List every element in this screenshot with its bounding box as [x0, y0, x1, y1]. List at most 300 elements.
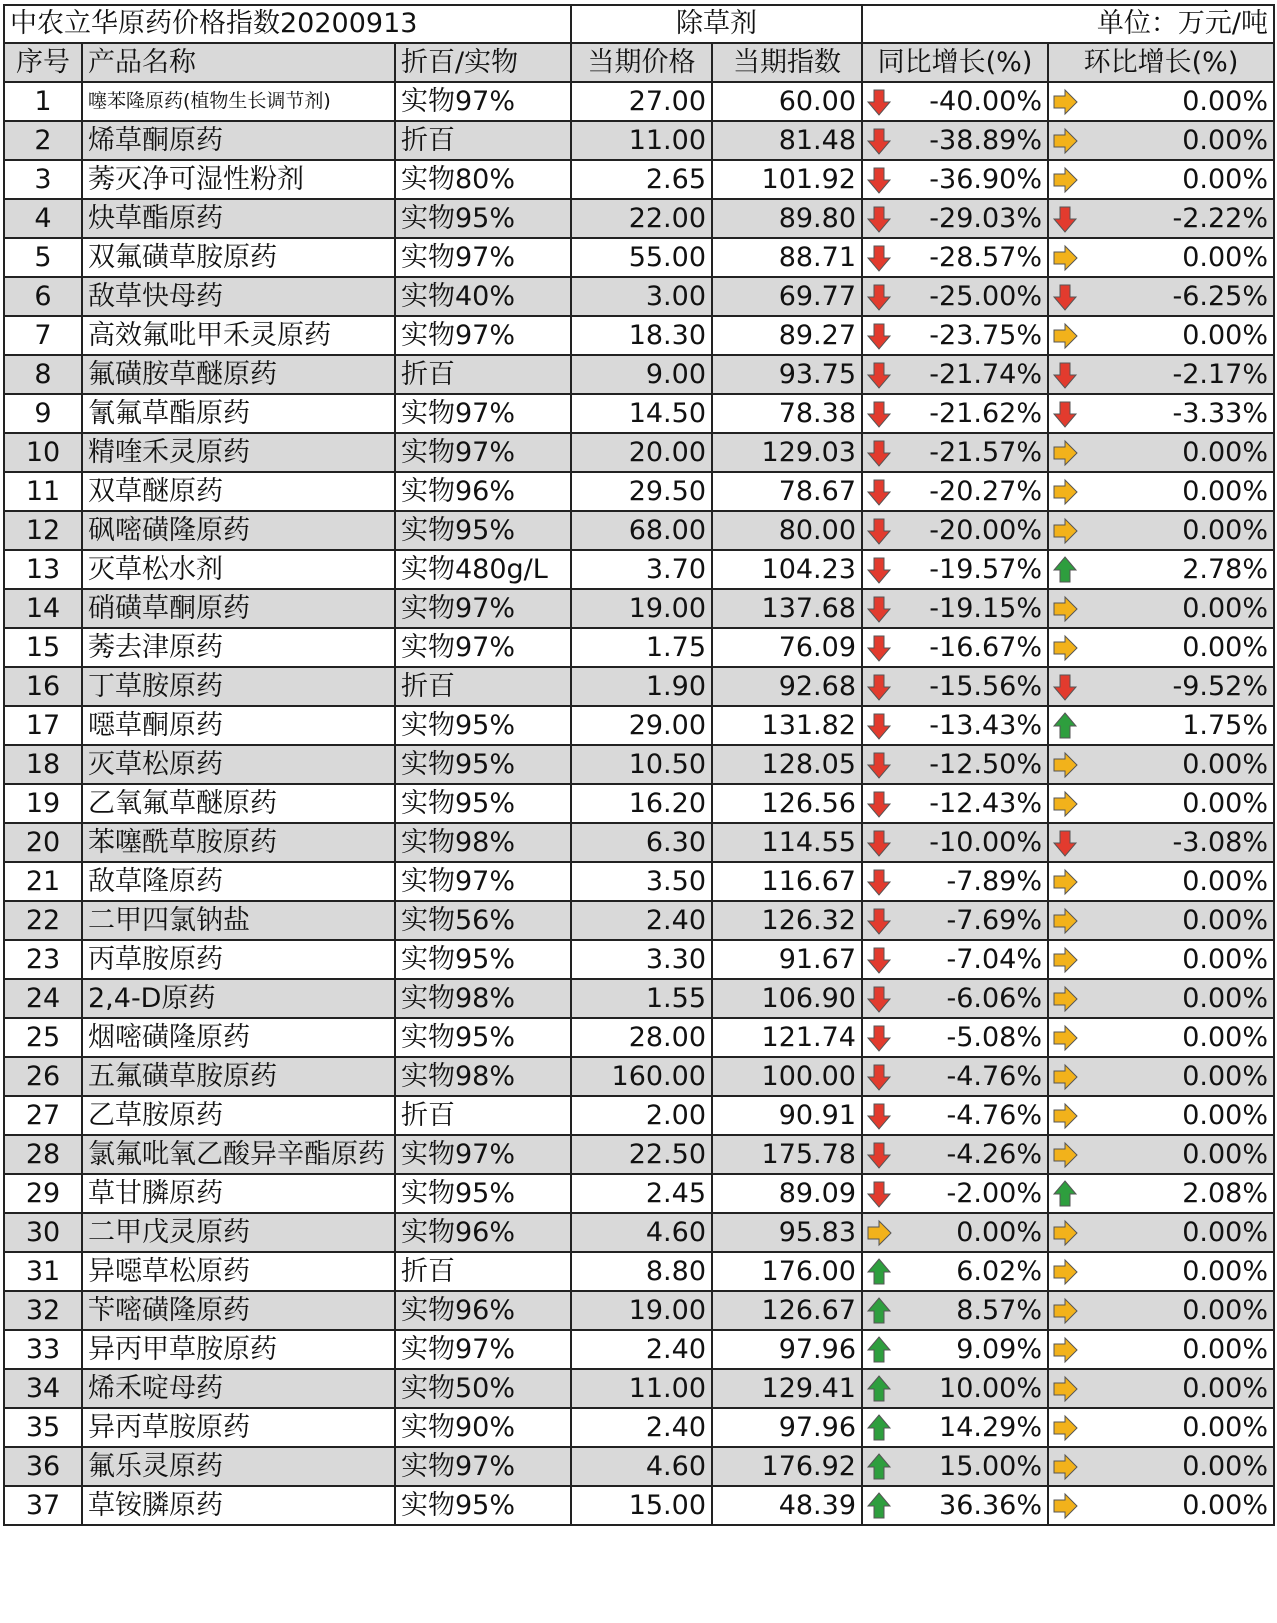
mom-cell — [1048, 1447, 1274, 1486]
product-name: 烟嘧磺隆原药 — [82, 1018, 395, 1057]
current-index: 60.00 — [712, 82, 862, 121]
current-index: 101.92 — [712, 160, 862, 199]
product-name: 乙草胺原药 — [82, 1096, 395, 1135]
product-spec: 实物96% — [395, 472, 571, 511]
table-row — [4, 1018, 1274, 1057]
mom-cell — [1048, 82, 1274, 121]
mom-flat-arrow-icon — [1051, 165, 1079, 195]
mom-down-arrow-icon — [1051, 204, 1079, 234]
product-spec: 实物97% — [395, 589, 571, 628]
mom-flat-arrow-icon — [1051, 750, 1079, 780]
row-index: 6 — [4, 277, 82, 316]
current-price: 2.45 — [571, 1174, 712, 1213]
current-index: 176.00 — [712, 1252, 862, 1291]
product-spec: 实物95% — [395, 745, 571, 784]
current-price: 14.50 — [571, 394, 712, 433]
product-spec: 折百 — [395, 1252, 571, 1291]
product-spec: 折百 — [395, 355, 571, 394]
product-spec: 实物98% — [395, 823, 571, 862]
mom-value: 0.00% — [1182, 242, 1269, 273]
yoy-down-arrow-icon — [865, 438, 893, 468]
product-name: 硝磺草酮原药 — [82, 589, 395, 628]
row-index: 33 — [4, 1330, 82, 1369]
current-price: 22.00 — [571, 199, 712, 238]
mom-value: 0.00% — [1182, 1139, 1269, 1170]
current-index: 97.96 — [712, 1408, 862, 1447]
table-row — [4, 979, 1274, 1018]
product-name: 莠去津原药 — [82, 628, 395, 667]
mom-cell — [1048, 628, 1274, 667]
product-spec: 折百 — [395, 1096, 571, 1135]
yoy-value: -20.00% — [929, 515, 1042, 546]
current-index: 126.56 — [712, 784, 862, 823]
mom-value: 0.00% — [1182, 944, 1269, 975]
yoy-value: -29.03% — [929, 203, 1042, 234]
yoy-cell — [862, 1369, 1048, 1408]
product-name: 精喹禾灵原药 — [82, 433, 395, 472]
mom-value: 0.00% — [1182, 632, 1269, 663]
row-index: 23 — [4, 940, 82, 979]
mom-flat-arrow-icon — [1051, 1413, 1079, 1443]
product-spec: 折百 — [395, 667, 571, 706]
mom-flat-arrow-icon — [1051, 243, 1079, 273]
product-spec: 实物96% — [395, 1291, 571, 1330]
table-row — [4, 823, 1274, 862]
product-spec: 实物50% — [395, 1369, 571, 1408]
mom-cell — [1048, 1408, 1274, 1447]
table-row — [4, 706, 1274, 745]
yoy-down-arrow-icon — [865, 399, 893, 429]
yoy-cell — [862, 706, 1048, 745]
yoy-value: -16.67% — [929, 632, 1042, 663]
product-name: 异丙草胺原药 — [82, 1408, 395, 1447]
current-index: 90.91 — [712, 1096, 862, 1135]
current-price: 29.00 — [571, 706, 712, 745]
mom-cell — [1048, 1057, 1274, 1096]
yoy-down-arrow-icon — [865, 789, 893, 819]
mom-flat-arrow-icon — [1051, 1296, 1079, 1326]
yoy-value: -13.43% — [929, 710, 1042, 741]
row-index: 31 — [4, 1252, 82, 1291]
yoy-down-arrow-icon — [865, 594, 893, 624]
current-price: 4.60 — [571, 1447, 712, 1486]
mom-value: -6.25% — [1172, 281, 1269, 312]
mom-value: 0.00% — [1182, 320, 1269, 351]
yoy-value: -4.76% — [946, 1061, 1042, 1092]
product-name: 噁草酮原药 — [82, 706, 395, 745]
product-name: 二甲戊灵原药 — [82, 1213, 395, 1252]
current-price: 9.00 — [571, 355, 712, 394]
yoy-down-arrow-icon — [865, 828, 893, 858]
product-spec: 实物95% — [395, 511, 571, 550]
yoy-down-arrow-icon — [865, 282, 893, 312]
row-index: 18 — [4, 745, 82, 784]
mom-up-arrow-icon — [1051, 711, 1079, 741]
mom-value: 0.00% — [1182, 1451, 1269, 1482]
mom-cell — [1048, 667, 1274, 706]
yoy-flat-arrow-icon — [865, 1218, 893, 1248]
mom-cell — [1048, 862, 1274, 901]
yoy-cell — [862, 355, 1048, 394]
mom-value: 0.00% — [1182, 86, 1269, 117]
category-label: 除草剂 — [571, 5, 862, 43]
yoy-cell — [862, 1486, 1048, 1525]
table-row — [4, 394, 1274, 433]
yoy-value: -19.15% — [929, 593, 1042, 624]
mom-flat-arrow-icon — [1051, 867, 1079, 897]
mom-flat-arrow-icon — [1051, 87, 1079, 117]
mom-cell — [1048, 511, 1274, 550]
mom-value: -3.08% — [1172, 827, 1269, 858]
mom-value: 2.08% — [1182, 1178, 1269, 1209]
yoy-value: -15.56% — [929, 671, 1042, 702]
yoy-cell — [862, 901, 1048, 940]
yoy-down-arrow-icon — [865, 906, 893, 936]
yoy-cell — [862, 511, 1048, 550]
table-row — [4, 940, 1274, 979]
yoy-down-arrow-icon — [865, 1062, 893, 1092]
product-spec: 实物97% — [395, 862, 571, 901]
mom-value: 0.00% — [1182, 1256, 1269, 1287]
mom-value: 0.00% — [1182, 593, 1269, 624]
product-name: 噻苯隆原药(植物生长调节剂) — [82, 82, 395, 121]
yoy-down-arrow-icon — [865, 126, 893, 156]
mom-cell — [1048, 784, 1274, 823]
current-price: 28.00 — [571, 1018, 712, 1057]
current-index: 78.67 — [712, 472, 862, 511]
table-row — [4, 628, 1274, 667]
current-price: 11.00 — [571, 1369, 712, 1408]
yoy-value: 15.00% — [939, 1451, 1042, 1482]
product-spec: 实物95% — [395, 1018, 571, 1057]
row-index: 26 — [4, 1057, 82, 1096]
yoy-value: 10.00% — [939, 1373, 1042, 1404]
mom-value: 0.00% — [1182, 983, 1269, 1014]
yoy-cell — [862, 589, 1048, 628]
yoy-cell — [862, 628, 1048, 667]
yoy-value: -21.57% — [929, 437, 1042, 468]
table-row — [4, 472, 1274, 511]
row-index: 27 — [4, 1096, 82, 1135]
mom-down-arrow-icon — [1051, 399, 1079, 429]
product-name: 异噁草松原药 — [82, 1252, 395, 1291]
row-index: 36 — [4, 1447, 82, 1486]
mom-cell — [1048, 1369, 1274, 1408]
mom-flat-arrow-icon — [1051, 1257, 1079, 1287]
current-index: 78.38 — [712, 394, 862, 433]
mom-flat-arrow-icon — [1051, 1101, 1079, 1131]
mom-value: 0.00% — [1182, 905, 1269, 936]
yoy-cell — [862, 1018, 1048, 1057]
mom-flat-arrow-icon — [1051, 1491, 1079, 1521]
product-name: 烯草酮原药 — [82, 121, 395, 160]
current-price: 2.40 — [571, 1408, 712, 1447]
mom-cell — [1048, 745, 1274, 784]
mom-cell — [1048, 316, 1274, 355]
current-index: 88.71 — [712, 238, 862, 277]
yoy-value: 14.29% — [939, 1412, 1042, 1443]
mom-value: 0.00% — [1182, 749, 1269, 780]
mom-cell — [1048, 1213, 1274, 1252]
mom-value: 0.00% — [1182, 1412, 1269, 1443]
row-index: 21 — [4, 862, 82, 901]
mom-value: -9.52% — [1172, 671, 1269, 702]
current-index: 48.39 — [712, 1486, 862, 1525]
row-index: 8 — [4, 355, 82, 394]
price-index-table — [3, 4, 1275, 1526]
current-price: 27.00 — [571, 82, 712, 121]
mom-value: 0.00% — [1182, 1022, 1269, 1053]
mom-flat-arrow-icon — [1051, 633, 1079, 663]
mom-value: -3.33% — [1172, 398, 1269, 429]
yoy-cell — [862, 1213, 1048, 1252]
mom-flat-arrow-icon — [1051, 1023, 1079, 1053]
mom-cell — [1048, 277, 1274, 316]
yoy-cell — [862, 433, 1048, 472]
yoy-down-arrow-icon — [865, 633, 893, 663]
mom-cell — [1048, 1135, 1274, 1174]
current-index: 95.83 — [712, 1213, 862, 1252]
row-index: 28 — [4, 1135, 82, 1174]
table-row — [4, 550, 1274, 589]
product-name: 敌草快母药 — [82, 277, 395, 316]
current-price: 68.00 — [571, 511, 712, 550]
yoy-cell — [862, 472, 1048, 511]
row-index: 17 — [4, 706, 82, 745]
yoy-value: 9.09% — [956, 1334, 1042, 1365]
yoy-cell — [862, 1096, 1048, 1135]
mom-cell — [1048, 1018, 1274, 1057]
current-index: 126.32 — [712, 901, 862, 940]
product-spec: 实物97% — [395, 1135, 571, 1174]
yoy-down-arrow-icon — [865, 87, 893, 117]
mom-value: -2.17% — [1172, 359, 1269, 390]
current-price: 3.00 — [571, 277, 712, 316]
mom-flat-arrow-icon — [1051, 945, 1079, 975]
mom-up-arrow-icon — [1051, 555, 1079, 585]
mom-cell — [1048, 589, 1274, 628]
mom-flat-arrow-icon — [1051, 1452, 1079, 1482]
table-row — [4, 1096, 1274, 1135]
mom-down-arrow-icon — [1051, 360, 1079, 390]
row-index: 12 — [4, 511, 82, 550]
current-index: 100.00 — [712, 1057, 862, 1096]
mom-value: 1.75% — [1182, 710, 1269, 741]
product-name: 莠灭净可湿性粉剂 — [82, 160, 395, 199]
mom-down-arrow-icon — [1051, 672, 1079, 702]
mom-value: 0.00% — [1182, 866, 1269, 897]
yoy-down-arrow-icon — [865, 360, 893, 390]
product-name: 烯禾啶母药 — [82, 1369, 395, 1408]
row-index: 3 — [4, 160, 82, 199]
table-row — [4, 82, 1274, 121]
yoy-cell — [862, 277, 1048, 316]
mom-value: 0.00% — [1182, 1295, 1269, 1326]
current-price: 16.20 — [571, 784, 712, 823]
current-index: 116.67 — [712, 862, 862, 901]
yoy-cell — [862, 1174, 1048, 1213]
mom-flat-arrow-icon — [1051, 984, 1079, 1014]
current-index: 175.78 — [712, 1135, 862, 1174]
mom-cell — [1048, 1330, 1274, 1369]
table-row — [4, 745, 1274, 784]
yoy-cell — [862, 1330, 1048, 1369]
mom-cell — [1048, 355, 1274, 394]
yoy-value: -5.08% — [946, 1022, 1042, 1053]
current-price: 2.40 — [571, 901, 712, 940]
header-yoy: 同比增长(%) — [862, 43, 1048, 82]
yoy-down-arrow-icon — [865, 1179, 893, 1209]
mom-cell — [1048, 238, 1274, 277]
yoy-cell — [862, 1447, 1048, 1486]
yoy-cell — [862, 940, 1048, 979]
row-index: 19 — [4, 784, 82, 823]
row-index: 29 — [4, 1174, 82, 1213]
table-row — [4, 1057, 1274, 1096]
title-row — [4, 5, 1274, 43]
table-row — [4, 784, 1274, 823]
product-name: 氟乐灵原药 — [82, 1447, 395, 1486]
current-index: 93.75 — [712, 355, 862, 394]
yoy-down-arrow-icon — [865, 1101, 893, 1131]
table-body — [4, 82, 1274, 1525]
mom-value: 0.00% — [1182, 1100, 1269, 1131]
unit-label: 单位：万元/吨 — [862, 5, 1274, 43]
product-spec: 实物80% — [395, 160, 571, 199]
table-row — [4, 1369, 1274, 1408]
mom-cell — [1048, 1252, 1274, 1291]
mom-value: 2.78% — [1182, 554, 1269, 585]
yoy-down-arrow-icon — [865, 984, 893, 1014]
current-price: 2.00 — [571, 1096, 712, 1135]
yoy-value: -28.57% — [929, 242, 1042, 273]
yoy-cell — [862, 1252, 1048, 1291]
yoy-value: -36.90% — [929, 164, 1042, 195]
current-price: 1.75 — [571, 628, 712, 667]
current-index: 76.09 — [712, 628, 862, 667]
mom-value: 0.00% — [1182, 1334, 1269, 1365]
yoy-down-arrow-icon — [865, 750, 893, 780]
row-index: 11 — [4, 472, 82, 511]
header-name: 产品名称 — [82, 43, 395, 82]
row-index: 9 — [4, 394, 82, 433]
product-name: 氯氟吡氧乙酸异辛酯原药 — [82, 1135, 395, 1174]
product-spec: 实物56% — [395, 901, 571, 940]
mom-cell — [1048, 901, 1274, 940]
mom-cell — [1048, 823, 1274, 862]
current-price: 15.00 — [571, 1486, 712, 1525]
mom-down-arrow-icon — [1051, 828, 1079, 858]
current-index: 137.68 — [712, 589, 862, 628]
mom-value: 0.00% — [1182, 1490, 1269, 1521]
current-price: 55.00 — [571, 238, 712, 277]
product-spec: 实物97% — [395, 82, 571, 121]
mom-cell — [1048, 121, 1274, 160]
yoy-cell — [862, 316, 1048, 355]
header-price: 当期价格 — [571, 43, 712, 82]
mom-up-arrow-icon — [1051, 1179, 1079, 1209]
yoy-down-arrow-icon — [865, 867, 893, 897]
yoy-value: 8.57% — [956, 1295, 1042, 1326]
current-price: 160.00 — [571, 1057, 712, 1096]
row-index: 14 — [4, 589, 82, 628]
current-index: 114.55 — [712, 823, 862, 862]
yoy-value: -21.62% — [929, 398, 1042, 429]
row-index: 35 — [4, 1408, 82, 1447]
row-index: 37 — [4, 1486, 82, 1525]
row-index: 24 — [4, 979, 82, 1018]
current-index: 89.27 — [712, 316, 862, 355]
yoy-value: 0.00% — [956, 1217, 1042, 1248]
product-spec: 实物97% — [395, 433, 571, 472]
current-price: 1.55 — [571, 979, 712, 1018]
mom-cell — [1048, 706, 1274, 745]
product-spec: 实物95% — [395, 706, 571, 745]
yoy-up-arrow-icon — [865, 1296, 893, 1326]
mom-flat-arrow-icon — [1051, 1140, 1079, 1170]
yoy-cell — [862, 1408, 1048, 1447]
table-row — [4, 160, 1274, 199]
row-index: 13 — [4, 550, 82, 589]
yoy-down-arrow-icon — [865, 1140, 893, 1170]
yoy-cell — [862, 550, 1048, 589]
current-index: 121.74 — [712, 1018, 862, 1057]
product-name: 氰氟草酯原药 — [82, 394, 395, 433]
yoy-value: -4.76% — [946, 1100, 1042, 1131]
current-index: 129.41 — [712, 1369, 862, 1408]
product-name: 炔草酯原药 — [82, 199, 395, 238]
current-index: 129.03 — [712, 433, 862, 472]
header-index: 序号 — [4, 43, 82, 82]
table-row — [4, 1330, 1274, 1369]
table-row — [4, 199, 1274, 238]
row-index: 2 — [4, 121, 82, 160]
yoy-value: 6.02% — [956, 1256, 1042, 1287]
yoy-down-arrow-icon — [865, 204, 893, 234]
price-index-sheet — [3, 4, 1273, 1526]
yoy-up-arrow-icon — [865, 1413, 893, 1443]
current-price: 8.80 — [571, 1252, 712, 1291]
product-name: 灭草松水剂 — [82, 550, 395, 589]
table-row — [4, 589, 1274, 628]
table-row — [4, 355, 1274, 394]
mom-flat-arrow-icon — [1051, 594, 1079, 624]
table-row — [4, 121, 1274, 160]
mom-value: 0.00% — [1182, 437, 1269, 468]
product-spec: 实物95% — [395, 1174, 571, 1213]
product-name: 砜嘧磺隆原药 — [82, 511, 395, 550]
yoy-value: -12.50% — [929, 749, 1042, 780]
product-spec: 实物95% — [395, 940, 571, 979]
table-row — [4, 1213, 1274, 1252]
yoy-value: -23.75% — [929, 320, 1042, 351]
yoy-down-arrow-icon — [865, 516, 893, 546]
mom-value: 0.00% — [1182, 515, 1269, 546]
current-index: 80.00 — [712, 511, 862, 550]
mom-flat-arrow-icon — [1051, 906, 1079, 936]
current-index: 92.68 — [712, 667, 862, 706]
product-name: 草甘膦原药 — [82, 1174, 395, 1213]
mom-flat-arrow-icon — [1051, 126, 1079, 156]
yoy-down-arrow-icon — [865, 711, 893, 741]
mom-flat-arrow-icon — [1051, 1374, 1079, 1404]
row-index: 30 — [4, 1213, 82, 1252]
current-price: 1.90 — [571, 667, 712, 706]
product-spec: 实物95% — [395, 199, 571, 238]
yoy-down-arrow-icon — [865, 672, 893, 702]
yoy-cell — [862, 238, 1048, 277]
mom-flat-arrow-icon — [1051, 321, 1079, 351]
